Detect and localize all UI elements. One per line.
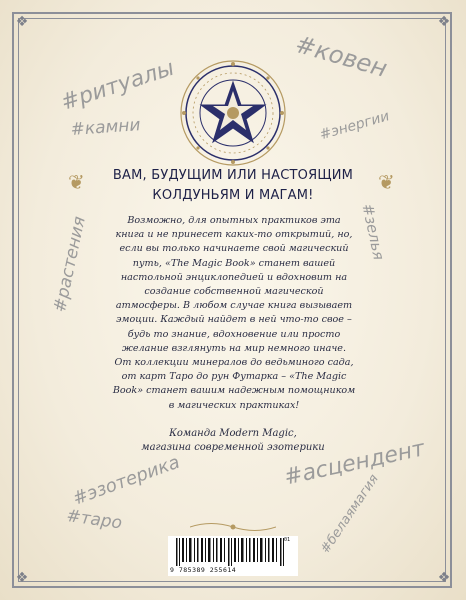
corner-ornament-icon: ❖	[437, 14, 451, 30]
corner-ornament-icon: ❖	[15, 14, 29, 30]
body-paragraph-2: От коллекции минералов до ведьминого сада, от карт Таро до рун Футарка – «The Magic Book» станет вашим надежным помощником в магических практиках!	[112, 357, 356, 411]
corner-ornament-icon: ❖	[437, 570, 451, 586]
hashtag-rasteniya: #растения	[50, 214, 90, 315]
pentagram-emblem-icon	[178, 58, 288, 168]
corner-ornament-icon: ❖	[15, 570, 29, 586]
signature-line-2: магазина современной эзотерики	[141, 442, 325, 453]
hashtag-energii: #энергии	[318, 108, 392, 144]
headline-line-1: ВАМ, БУДУЩИМ ИЛИ НАСТОЯЩИМ	[112, 168, 354, 183]
hashtag-ascendent: #асцендент	[282, 436, 427, 491]
signature-line-1: Команда Modern Magic,	[169, 428, 297, 439]
body-text	[112, 214, 356, 413]
hashtag-kamni: #камни	[70, 115, 142, 140]
hashtag-taro: #таро	[65, 506, 124, 534]
hashtag-koven: #ковен	[292, 30, 391, 83]
barcode-bars-icon	[176, 538, 290, 566]
signature	[120, 427, 346, 455]
hashtag-zelnye: #зелья	[358, 202, 388, 262]
hashtag-ritualy: #ритуалы	[58, 55, 178, 116]
barcode-side-number: 01	[284, 537, 291, 543]
body-paragraph-1: Возможно, для опытных практиков эта книга и не принесет каких-то открытий, но, если вы только начинаете свой магический путь, «The Magic Book» станет вашей настольной энциклопедией и вдохновит на создание собственной магической атмосферы. В любом случае книга вызывает эмоции. Каждый найдет в ней что-то свое – будь то знание, вдохновение или просто желание взглянуть на мир немного иначе.	[115, 215, 353, 354]
hashtag-ezoterika: #эзотерика	[70, 451, 183, 510]
right-flourish-icon: ❦	[378, 170, 395, 194]
hashtag-belaya-magiya: #белаямагия	[318, 471, 382, 557]
barcode-number: 9 785389 255614	[170, 566, 237, 574]
headline-line-2: КОЛДУНЬЯМ И МАГАМ!	[152, 188, 314, 203]
left-flourish-icon: ❦	[68, 170, 85, 194]
bottom-ornament-icon	[190, 520, 276, 534]
headline	[100, 166, 366, 206]
